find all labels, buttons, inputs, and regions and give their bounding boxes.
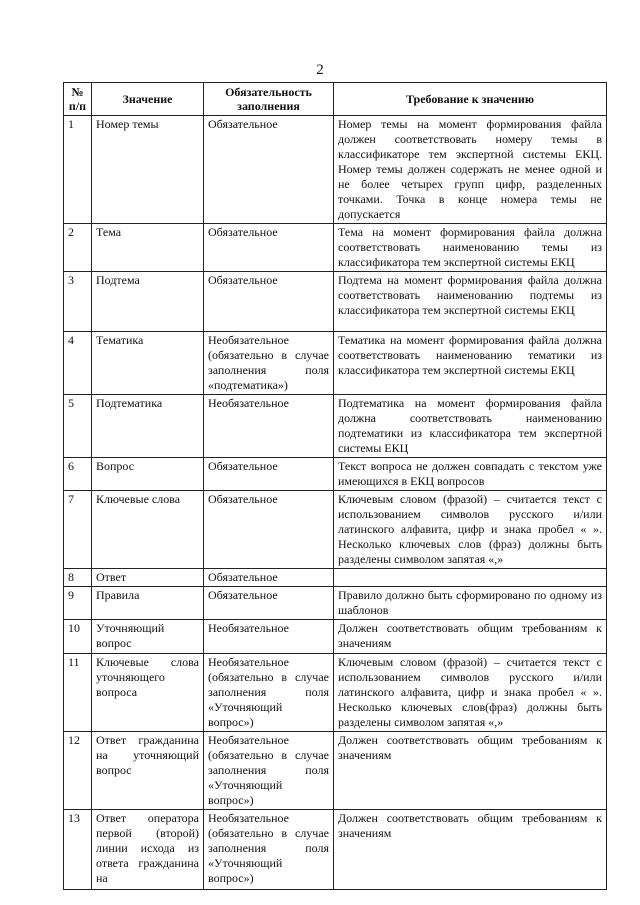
table-row bbox=[64, 587, 607, 620]
table-row bbox=[64, 732, 607, 810]
row-requirement: Подтематика на момент формирования файла должна соответствовать наименованию подтематики из классификатора тем экспертной системы ЕКЦ bbox=[334, 395, 607, 458]
row-requirement: Ключевым словом (фразой) – считается текст с использованием символов русского и/или латинского алфавита, цифр и знака пробел « ». Несколько ключевых слов(фраз) должны быть разделены символом запятая «,» bbox=[334, 654, 607, 732]
row-num: 13 bbox=[64, 810, 92, 890]
row-mandatory: Обязательное bbox=[204, 458, 334, 491]
table-row bbox=[64, 395, 607, 458]
row-requirement: Подтема на момент формирования файла должна соответствовать наименованию подтемы из классификатора тем экспертной системы ЕКЦ bbox=[334, 272, 607, 332]
row-requirement: Тематика на момент формирования файла должна соответствовать наименованию тематики из классификатора тем экспертной системы ЕКЦ bbox=[334, 332, 607, 395]
row-requirement: Правило должно быть сформировано по одному из шаблонов bbox=[334, 587, 607, 620]
row-mandatory: Необязательное (обязательно в случае заполнения поля «Уточняющий вопрос») bbox=[204, 654, 334, 732]
row-value: Тематика bbox=[92, 332, 204, 395]
row-mandatory: Обязательное bbox=[204, 224, 334, 272]
row-mandatory: Необязательное (обязательно в случае заполнения поля «Уточняющий вопрос») bbox=[204, 732, 334, 810]
row-requirement: Должен соответствовать общим требованиям к значениям bbox=[334, 732, 607, 810]
row-num: 3 bbox=[64, 272, 92, 332]
row-num: 2 bbox=[64, 224, 92, 272]
row-num: 4 bbox=[64, 332, 92, 395]
header-mandatory: Обязательность заполнения bbox=[204, 83, 334, 116]
row-mandatory: Обязательное bbox=[204, 491, 334, 569]
row-mandatory: Необязательное bbox=[204, 620, 334, 654]
row-requirement: Должен соответствовать общим требованиям к значениям bbox=[334, 810, 607, 890]
row-requirement: Номер темы на момент формирования файла должен соответствовать номеру темы в классификаторе тем экспертной системы ЕКЦ. Номер темы должен содержать не менее одной и не более четырех групп цифр, разделенных точками. Точка в конце номера темы не допускается bbox=[334, 116, 607, 224]
header-requirement: Требование к значению bbox=[334, 83, 607, 116]
row-value: Правила bbox=[92, 587, 204, 620]
requirements-table bbox=[63, 82, 607, 890]
row-value: Тема bbox=[92, 224, 204, 272]
row-value: Ответ bbox=[92, 569, 204, 587]
table-row bbox=[64, 569, 607, 587]
row-num: 5 bbox=[64, 395, 92, 458]
row-mandatory: Необязательное (обязательно в случае заполнения поля «подтематика») bbox=[204, 332, 334, 395]
row-num: 7 bbox=[64, 491, 92, 569]
table-row bbox=[64, 272, 607, 332]
table-row bbox=[64, 116, 607, 224]
table-row bbox=[64, 491, 607, 569]
row-value: Ключевые слова bbox=[92, 491, 204, 569]
table-row bbox=[64, 654, 607, 732]
row-mandatory: Обязательное bbox=[204, 569, 334, 587]
row-num: 12 bbox=[64, 732, 92, 810]
row-num: 10 bbox=[64, 620, 92, 654]
table-row bbox=[64, 620, 607, 654]
row-value: Подтематика bbox=[92, 395, 204, 458]
row-requirement: Текст вопроса не должен совпадать с текстом уже имеющихся в ЕКЦ вопросов bbox=[334, 458, 607, 491]
row-mandatory: Обязательное bbox=[204, 587, 334, 620]
row-num: 6 bbox=[64, 458, 92, 491]
row-value: Ответ гражданина на уточняющий вопрос bbox=[92, 732, 204, 810]
row-value: Уточняющий вопрос bbox=[92, 620, 204, 654]
table-row bbox=[64, 332, 607, 395]
row-num: 11 bbox=[64, 654, 92, 732]
header-value: Значение bbox=[92, 83, 204, 116]
row-value: Ответ оператора первой (второй) линии исхода из ответа гражданина на bbox=[92, 810, 204, 890]
row-mandatory: Необязательное bbox=[204, 395, 334, 458]
row-value: Вопрос bbox=[92, 458, 204, 491]
row-requirement: Тема на момент формирования файла должна соответствовать наименованию темы из классификатора тем экспертной системы ЕКЦ bbox=[334, 224, 607, 272]
row-requirement: Ключевым словом (фразой) – считается текст с использованием символов русского и/или латинского алфавита, цифр и знака пробел « ». Несколько ключевых слов (фраз) должны быть разделены символом запятая «,» bbox=[334, 491, 607, 569]
row-requirement bbox=[334, 569, 607, 587]
table-row bbox=[64, 810, 607, 890]
header-num: № п/п bbox=[64, 83, 92, 116]
row-mandatory: Необязательное (обязательно в случае заполнения поля «Уточняющий вопрос») bbox=[204, 810, 334, 890]
row-value: Подтема bbox=[92, 272, 204, 332]
row-requirement: Должен соответствовать общим требованиям к значениям bbox=[334, 620, 607, 654]
table-header-row bbox=[64, 83, 607, 116]
row-value: Номер темы bbox=[92, 116, 204, 224]
row-num: 9 bbox=[64, 587, 92, 620]
row-value: Ключевые слова уточняющего вопроса bbox=[92, 654, 204, 732]
page-number: 2 bbox=[316, 62, 324, 78]
row-mandatory: Обязательное bbox=[204, 272, 334, 332]
table-row bbox=[64, 458, 607, 491]
row-num: 8 bbox=[64, 569, 92, 587]
row-num: 1 bbox=[64, 116, 92, 224]
row-mandatory: Обязательное bbox=[204, 116, 334, 224]
table-row bbox=[64, 224, 607, 272]
